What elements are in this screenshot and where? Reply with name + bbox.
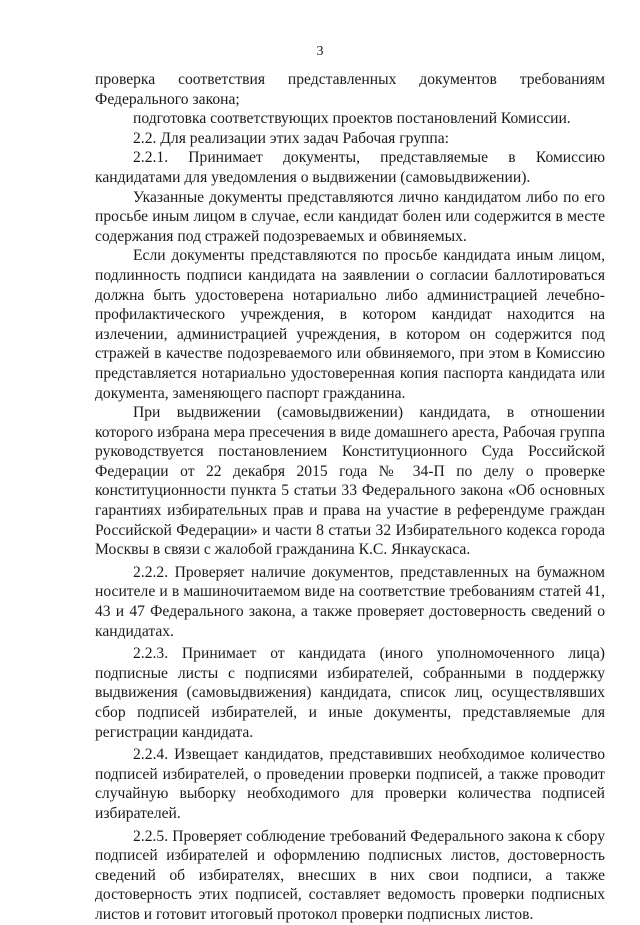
page-number: 3 [316,44,324,59]
paragraph-house-arrest: При выдвижении (самовыдвижении) кандидата, в отношении которого избрана мера пресечения в виде домашнего ареста, Рабочая группа руководствуется постановлением Конституционного Суда Российской Федерации от 22 декабря 2015 года № 34-П по делу о проверке конституционности пункта 5 статьи 33 Федерального закона «Об основных гарантиях избирательных прав и права на участие в референдуме граждан Российской Федерации» и части 8 статьи 32 Избирательного кодекса города Москвы в связи с жалобой гражданина К.С. Янкаускаса. [95,404,605,559]
paragraph-check-compliance: проверка соответствия представленных документов требованиям Федерального закона; [95,71,605,108]
paragraph-section-2-2-4: 2.2.4. Извещает кандидатов, представивших необходимое количество подписей избирателей, о проведении проверки подписей, а также проводит случайную выборку необходимого для проверки количества подписей избирателей. [95,746,605,822]
paragraph-section-2-2: 2.2. Для реализации этих задач Рабочая группа: [133,129,449,147]
paragraph-section-2-2-2: 2.2.2. Проверяет наличие документов, представленных на бумажном носителе и в машиночитаемом виде на соответствие требованиям статей 41, 43 и 47 Федерального закона, а также проверяет достоверность сведений о кандидатах. [95,563,605,640]
paragraph-proxy-submission: Если документы представляются по просьбе кандидата иным лицом, подлинность подписи кандидата на заявлении о согласии баллотироваться должна быть удостоверена нотариально либо администрацией лечебно-профилактического учреждения, в котором кандидат находится на излечении, администрацией учреждения, в котором он содержится под стражей в качестве подозреваемого или обвиняемого, при этом в Комиссию представляется нотариально удостоверенная копия паспорта кандидата или документа, заменяющего паспорт гражданина. [95,247,605,402]
paragraph-documents-submission: Указанные документы представляются лично кандидатом либо по его просьбе иным лицом в случае, если кандидат болен или содержится в месте содержания под стражей подозреваемых и обвиняемых. [95,188,605,245]
paragraph-prepare-drafts: подготовка соответствующих проектов постановлений Комиссии. [133,110,571,128]
document-body [95,70,605,925]
paragraph-section-2-2-3: 2.2.3. Принимает от кандидата (иного уполномоченного лица) подписные листы с подписями избирателей, собранными в поддержку выдвижения (самовыдвижения) кандидата, список лиц, осуществлявших сбор подписей избирателей, и иные документы, представляемые для регистрации кандидата. [95,645,605,741]
paragraph-section-2-2-5: 2.2.5. Проверяет соблюдение требований Федерального закона к сбору подписей избирателей и оформлению подписных листов, достоверность сведений об избирателях, внесших в них свои подписи, а также достоверность этих подписей, составляет ведомость проверки подписных листов и готовит итоговый протокол проверки подписных листов. [95,827,605,923]
paragraph-section-2-2-1: 2.2.1. Принимает документы, представляемые в Комиссию кандидатами для уведомления о выдвижении (самовыдвижении). [95,149,605,186]
